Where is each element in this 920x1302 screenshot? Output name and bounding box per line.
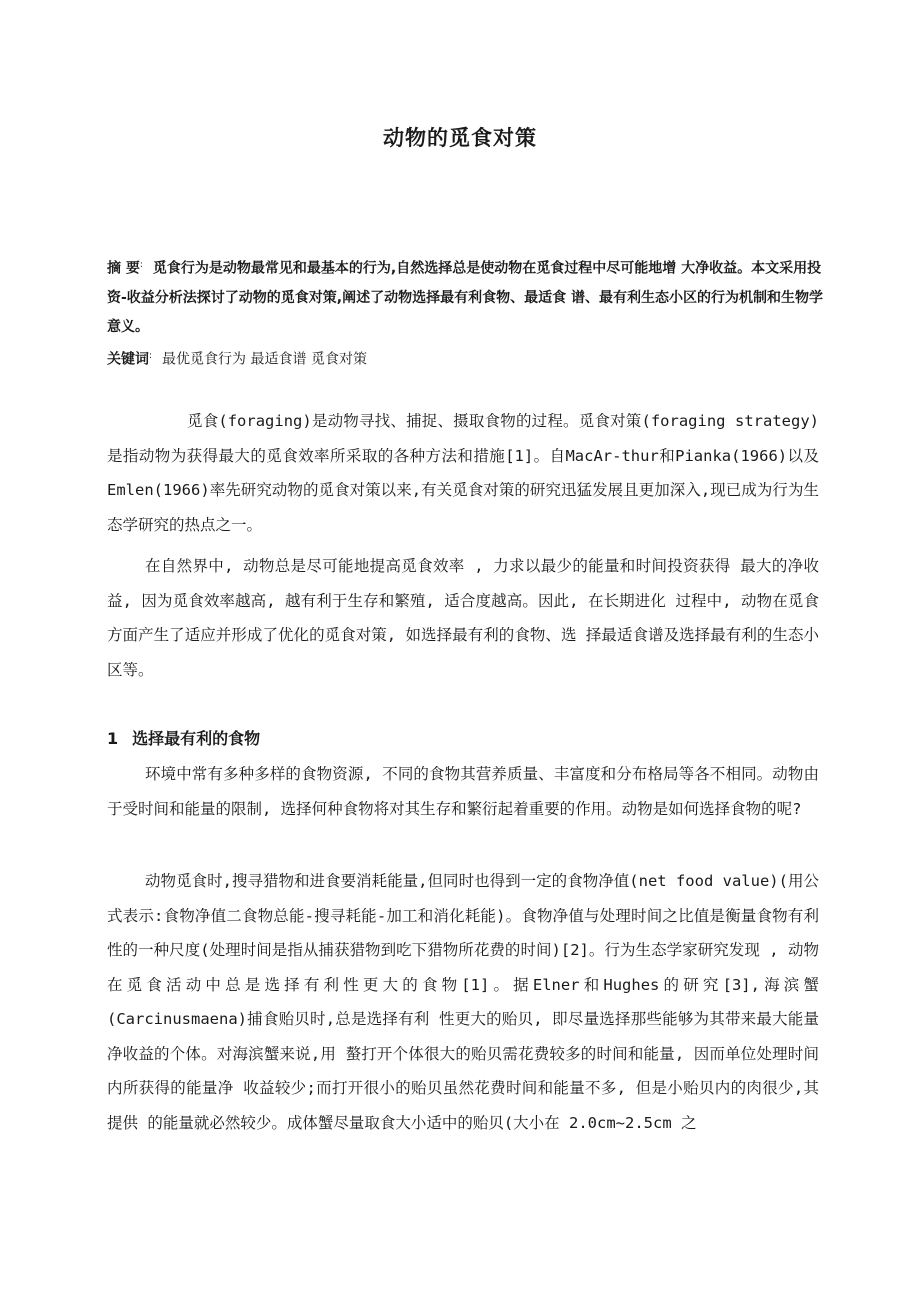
abstract-colon: : <box>139 260 143 270</box>
paragraph-food-resources: 环境中常有多种多样的食物资源, 不同的食物其营养质量、丰富度和分布格局等各不相同。动物由于受时间和能量的限制, 选择何种食物将对其生存和繁衍起着重要的作用。动物是如何选择食物的呢? <box>107 765 819 818</box>
paragraph-food-net-value: 动物觅食时,搜寻猎物和进食要消耗能量,但同时也得到一定的食物净值(net food value)(用公式表示:食物净值二食物总能-搜寻耗能-加工和消化耗能)。食物净值与处理时间之比值是衡量食物有利性的一种尺度(处理时间是指从捕获猎物到吃下猎物所花费的时间)[2]。行为生态学家研究发现 , 动物在觅食活动中总是选择有利性更大的食物[1]。据Elner和Hughes的研究[3],海滨蟹(Carcinusmaena)捕食贻贝时,总是选择有利 性更大的贻贝, 即尽量选择那些能够为其带来最大能量净收益的个体。对海滨蟹来说,用 螯打开个体很大的贻贝需花费较多的时间和能量, 因而单位处理时间内所获得的能量净 收益较少;而打开很小的贻贝虽然花费时间和能量不多, 但是小贻贝内的肉很少,其提供 的能量就必然较少。成体蟹尽量取食大小适中的贻贝(大小在 2.0cm~2.5cm 之 <box>107 872 819 1132</box>
keywords <box>107 346 832 370</box>
abstract-label: 摘 要 <box>107 260 140 277</box>
abstract-text: 觅食行为是动物最常见和最基本的行为,自然选择总是使动物在觅食过程中尽可能地增 大净收益。本文采用投资-收益分析法探讨了动物的觅食对策,阐述了动物选择最有利食物、最适食 谱、最有利生态小区的行为机制和生物学意义。 <box>107 260 823 335</box>
abstract <box>107 251 832 342</box>
paragraph-intro-foraging: 觅食(foraging)是动物寻找、捕捉、摄取食物的过程。觅食对策(foraging strategy)是指动物为获得最大的觅食效率所采取的各种方法和措施[1]。自MacAr-thur和Pianka(1966)以及Emlen(1966)率先研究动物的觅食对策以来,有关觅食对策的研究迅猛发展且更加深入,现已成为行为生态学研究的热点之一。 <box>107 412 819 534</box>
section-title: 选择最有利的食物 <box>132 729 261 748</box>
section-heading <box>107 726 260 749</box>
keywords-text: 最优觅食行为 最适食谱 觅食对策 <box>162 351 367 368</box>
keywords-label: 关键词 <box>107 351 149 368</box>
paragraph-foraging-efficiency: 在自然界中, 动物总是尽可能地提高觅食效率 , 力求以最少的能量和时间投资获得 最大的净收益, 因为觅食效率越高, 越有利于生存和繁殖, 适合度越高。因此, 在长期进化 过程中, 动物在觅食方面产生了适应并形成了优化的觅食对策, 如选择最有利的食物、选 择最适食谱及选择最有利的生态小区等。 <box>107 557 819 679</box>
section-number: 1 <box>107 729 119 748</box>
keywords-colon: : <box>149 351 153 361</box>
page-title: 动物的觅食对策 <box>383 126 537 150</box>
